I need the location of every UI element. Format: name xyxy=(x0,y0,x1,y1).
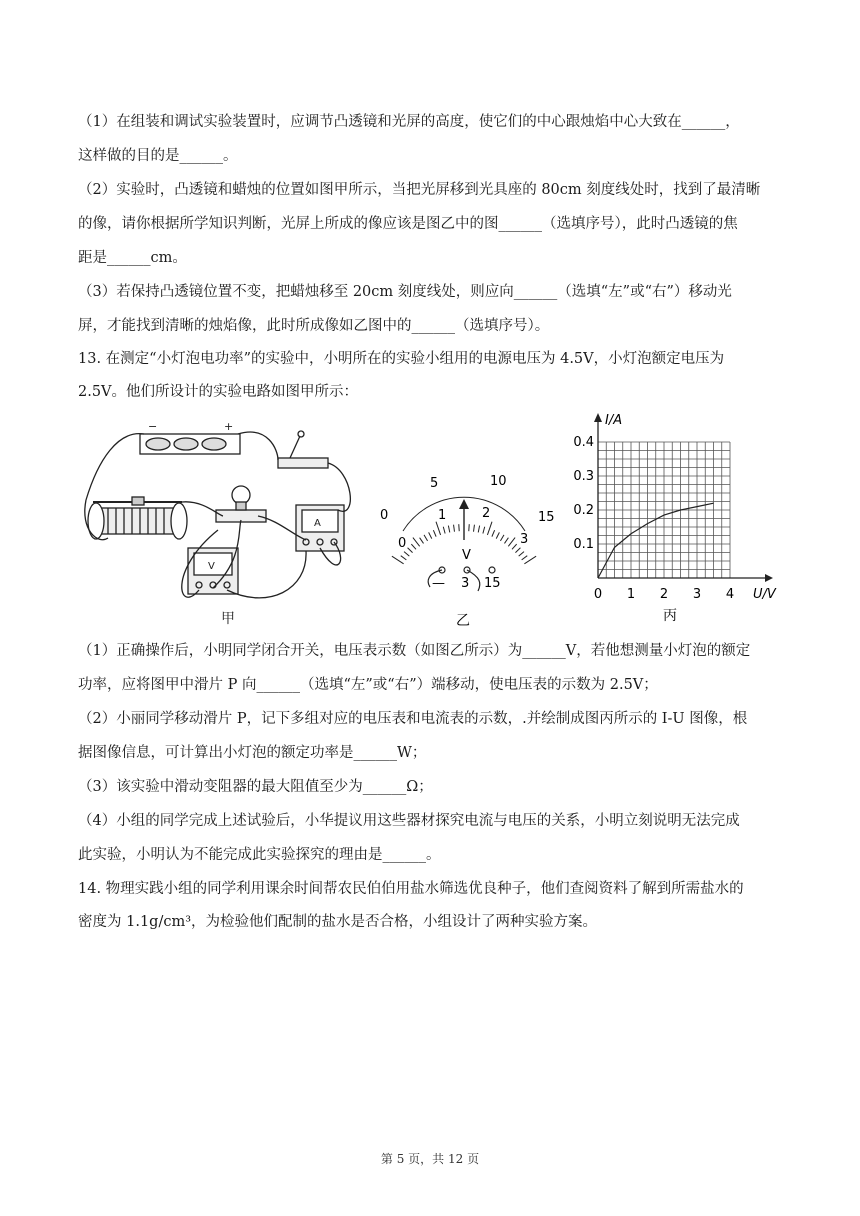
q13-part1-line1: （1）正确操作后，小明同学闭合开关，电压表示数（如图乙所示）为______V，若他想测量小灯泡的额定 xyxy=(78,643,751,659)
q14-stem-line2: 密度为 1.1g/cm³，为检验他们配制的盐水是否合格，小组设计了两种实验方案。 xyxy=(78,914,598,930)
q13-stem-line1: 13. 在测定“小灯泡电功率”的实验中，小明所在的实验小组用的电源电压为 4.5V，小灯泡额定电压为 xyxy=(78,351,725,367)
q13-part4-line2: 此实验，小明认为不能完成此实验探究的理由是______。 xyxy=(78,847,441,863)
dial-tick xyxy=(429,532,432,538)
dial-tick xyxy=(392,556,404,564)
scale-outer-0: 0 xyxy=(380,508,389,523)
scale-outer-10: 10 xyxy=(490,474,507,489)
q12-part1-line2: 这样做的目的是______。 xyxy=(78,148,238,164)
battery-minus-label: − xyxy=(148,420,158,433)
dial-pointer-arrowhead xyxy=(459,499,469,509)
dial-tick xyxy=(454,525,455,532)
scale-inner-2: 2 xyxy=(482,506,491,521)
dial-tick xyxy=(401,556,407,560)
q13-part1-line2: 功率，应将图甲中滑片 P 向______（选填“左”或“右”）端移动，使电压表的示数为 2.5V； xyxy=(78,677,658,693)
x-tick-label: 3 xyxy=(692,587,702,602)
dial-tick xyxy=(492,530,495,536)
q12-part3-line1: （3）若保持凸透镜位置不变，把蜡烛移至 20cm 刻度线处，则应向______（选填“左”或“右”）移动光 xyxy=(78,284,732,300)
q12-part1-line1: （1）在组装和调试实验装置时，应调节凸透镜和光屏的高度，使它们的中心跟烛焰中心大致在______， xyxy=(78,114,740,130)
y-tick-label: 0.3 xyxy=(573,469,594,484)
dial-tick xyxy=(474,525,475,532)
figure-yi-caption: 乙 xyxy=(456,613,470,629)
q12-part2-line1: （2）实验时，凸透镜和蜡烛的位置如图甲所示，当把光屏移到光具座的 80cm 刻度线处时，找到了最清晰 xyxy=(78,182,761,198)
scale-inner-1: 1 xyxy=(438,508,447,523)
dial-tick xyxy=(504,538,508,544)
x-tick-label: 1 xyxy=(626,587,636,602)
dial-tick xyxy=(408,548,413,553)
dial-tick xyxy=(519,552,524,557)
dial-tick xyxy=(413,538,420,547)
chart-grid xyxy=(598,442,730,578)
scale-outer-15: 15 xyxy=(538,510,555,525)
dial-tick xyxy=(500,535,504,541)
dial-tick xyxy=(436,522,441,535)
q12-part2-line2: 的像，请你根据所学知识判断，光屏上所成的像应该是图乙中的图______（选填序号），此时凸透镜的焦 xyxy=(78,216,738,232)
switch xyxy=(278,458,328,468)
q13-part3-line: （3）该实验中滑动变阻器的最大阻值至少为______Ω； xyxy=(78,779,433,795)
dial-unit-label: V xyxy=(462,548,471,563)
battery-plus-label: + xyxy=(224,420,234,433)
y-axis-arrow xyxy=(594,413,602,422)
dial-tick xyxy=(515,548,520,553)
y-tick-label: 0.4 xyxy=(573,435,594,450)
q14-stem-line1: 14. 物理实践小组的同学利用课余时间帮农民伯伯用盐水筛选优良种子，他们查阅资料了解到所需盐水的 xyxy=(78,881,744,897)
dial-tick xyxy=(404,552,409,557)
dial-tick xyxy=(448,526,449,533)
x-tick-label: 4 xyxy=(725,587,735,602)
dial-tick xyxy=(483,527,485,534)
scale-outer-5: 5 xyxy=(430,476,439,491)
y-tick-label: 0.1 xyxy=(573,537,594,552)
dial-tick xyxy=(524,556,536,564)
q13-part2-line1: （2）小丽同学移动滑片 P，记下多组对应的电压表和电流表的示数，.并绘制成图丙所示的 I-U 图像，根 xyxy=(78,711,748,727)
dial-tick xyxy=(478,526,479,533)
q13-part2-line2: 据图像信息，可计算出小灯泡的额定功率是______W； xyxy=(78,745,427,761)
figure-bing-caption: 丙 xyxy=(663,608,677,624)
y-axis-label: I/A xyxy=(605,413,623,428)
q12-part3-line2: 屏，才能找到清晰的烛焰像，此时所成像如乙图中的______（选填序号）。 xyxy=(78,318,550,334)
y-tick-label: 0.2 xyxy=(573,503,594,518)
dial-tick xyxy=(443,527,445,534)
x-tick-label: 2 xyxy=(659,587,669,602)
q13-stem-line2: 2.5V。他们所设计的实验电路如图甲所示： xyxy=(78,384,359,400)
scale-inner-0: 0 xyxy=(398,536,407,551)
dial-tick xyxy=(424,535,428,541)
dial-tick xyxy=(522,556,528,560)
dial-tick xyxy=(411,544,416,549)
terminal-3: 3 xyxy=(461,576,470,591)
dial-tick xyxy=(512,544,517,549)
q12-part2-line3: 距是______cm。 xyxy=(78,250,187,266)
dial-tick xyxy=(508,538,515,547)
figure-yi-voltmeter xyxy=(370,455,560,635)
q13-part4-line1: （4）小组的同学完成上述试验后，小华提议用这些器材探究电流与电压的关系，小明立刻说明无法完成 xyxy=(78,813,740,829)
page-footer: 第 5 页，共 12 页 xyxy=(380,1152,480,1166)
scale-inner-3: 3 xyxy=(520,532,529,547)
dial-tick xyxy=(496,532,499,538)
dial-tick xyxy=(420,538,424,544)
figure-bing-iu-chart xyxy=(565,408,790,633)
figure-jia-caption: 甲 xyxy=(221,611,235,627)
dial-tick xyxy=(433,530,436,536)
ammeter-label: A xyxy=(314,518,321,529)
terminal-minus: — xyxy=(432,576,445,591)
x-axis-label: U/V xyxy=(753,587,776,602)
dial-tick xyxy=(487,522,492,535)
figure-jia-circuit xyxy=(78,420,368,635)
terminal-15: 15 xyxy=(484,576,501,591)
rheostat xyxy=(88,497,187,539)
voltmeter-label: V xyxy=(208,561,215,572)
x-axis-arrow xyxy=(765,574,773,582)
x-tick-label: 0 xyxy=(593,587,603,602)
